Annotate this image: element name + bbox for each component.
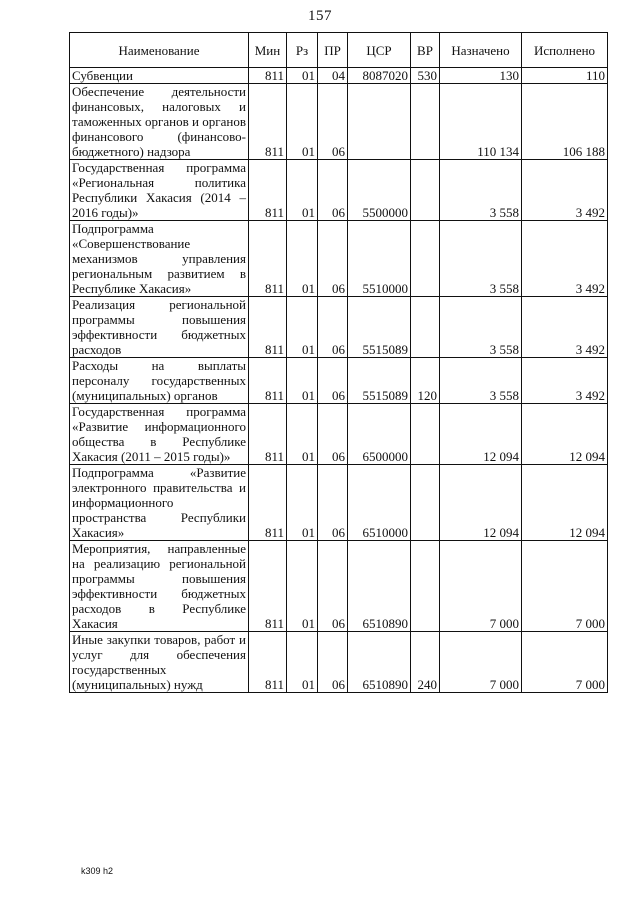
row-assigned: 3 558 [440,358,522,404]
row-csr [348,84,411,160]
table-row [70,541,608,632]
row-vr: 530 [411,68,440,84]
table-row [70,68,608,84]
row-rz: 01 [287,68,318,84]
row-csr: 6510890 [348,541,411,632]
row-executed: 7 000 [522,541,608,632]
row-name: Расходы на выплаты персоналу государственных (муниципальных) органов [70,358,249,404]
footer-code: k309 h2 [81,866,114,876]
row-pr: 06 [318,404,348,465]
table-row [70,297,608,358]
row-executed: 12 094 [522,404,608,465]
col-header-csr: ЦСР [348,33,411,68]
col-header-vr: ВР [411,33,440,68]
row-csr: 8087020 [348,68,411,84]
table-row [70,84,608,160]
row-executed: 7 000 [522,632,608,693]
row-vr: 240 [411,632,440,693]
row-pr: 06 [318,84,348,160]
col-header-rz: Рз [287,33,318,68]
row-rz: 01 [287,465,318,541]
row-pr: 06 [318,160,348,221]
row-assigned: 7 000 [440,541,522,632]
col-header-assigned: Назначено [440,33,522,68]
row-rz: 01 [287,297,318,358]
row-assigned: 130 [440,68,522,84]
row-vr [411,541,440,632]
row-executed: 3 492 [522,358,608,404]
row-vr [411,221,440,297]
row-min: 811 [249,465,287,541]
row-rz: 01 [287,632,318,693]
row-assigned: 3 558 [440,160,522,221]
col-header-name: Наименование [70,33,249,68]
row-min: 811 [249,358,287,404]
row-pr: 06 [318,358,348,404]
row-pr: 06 [318,297,348,358]
row-rz: 01 [287,541,318,632]
row-vr [411,160,440,221]
table-row [70,632,608,693]
row-assigned: 12 094 [440,404,522,465]
row-pr: 06 [318,541,348,632]
row-assigned: 12 094 [440,465,522,541]
table-row [70,465,608,541]
row-name: Государственная программа «Региональная политика Республики Хакасия (2014 – 2016 годы)» [70,160,249,221]
row-min: 811 [249,541,287,632]
col-header-min: Мин [249,33,287,68]
row-name: Иные закупки товаров, работ и услуг для обеспечения государственных (муниципальных) нужд [70,632,249,693]
row-executed: 3 492 [522,297,608,358]
row-csr: 5500000 [348,160,411,221]
row-rz: 01 [287,358,318,404]
row-pr: 04 [318,68,348,84]
row-pr: 06 [318,221,348,297]
row-name: Реализация региональной программы повышения эффективности бюджетных расходов [70,297,249,358]
row-min: 811 [249,160,287,221]
row-vr: 120 [411,358,440,404]
row-csr: 5515089 [348,297,411,358]
row-name: Государственная программа «Развитие информационного общества в Республике Хакасия (2011 – 2015 годы)» [70,404,249,465]
row-rz: 01 [287,160,318,221]
row-rz: 01 [287,221,318,297]
row-min: 811 [249,84,287,160]
row-assigned: 110 134 [440,84,522,160]
row-name: Мероприятия, направленные на реализацию региональной программы повышения эффективности бюджетных расходов в Республике Хакасия [70,541,249,632]
col-header-pr: ПР [318,33,348,68]
row-pr: 06 [318,465,348,541]
row-csr: 6510000 [348,465,411,541]
table-row [70,160,608,221]
row-name: Субвенции [70,68,249,84]
row-executed: 110 [522,68,608,84]
row-vr [411,297,440,358]
row-min: 811 [249,221,287,297]
row-assigned: 3 558 [440,221,522,297]
row-csr: 6510890 [348,632,411,693]
row-pr: 06 [318,632,348,693]
row-executed: 3 492 [522,221,608,297]
row-min: 811 [249,68,287,84]
col-header-executed: Исполнено [522,33,608,68]
row-vr [411,84,440,160]
row-executed: 3 492 [522,160,608,221]
row-name: Подпрограмма «Развитие электронного правительства и информационного пространства Республики Хакасия» [70,465,249,541]
row-vr [411,404,440,465]
table-row [70,358,608,404]
row-executed: 106 188 [522,84,608,160]
budget-table [69,32,608,693]
table-header-row [70,33,608,68]
row-assigned: 3 558 [440,297,522,358]
row-vr [411,465,440,541]
row-csr: 6500000 [348,404,411,465]
row-executed: 12 094 [522,465,608,541]
table-row [70,404,608,465]
row-assigned: 7 000 [440,632,522,693]
row-name: Подпрограмма «Совершенствование механизмов управления региональным развитием в Республике Хакасия» [70,221,249,297]
page-number: 157 [308,8,332,24]
row-min: 811 [249,404,287,465]
row-rz: 01 [287,404,318,465]
table-row [70,221,608,297]
row-rz: 01 [287,84,318,160]
row-min: 811 [249,297,287,358]
row-csr: 5510000 [348,221,411,297]
row-name: Обеспечение деятельности финансовых, налоговых и таможенных органов и органов финансового (финансово-бюджетного) надзора [70,84,249,160]
row-csr: 5515089 [348,358,411,404]
row-min: 811 [249,632,287,693]
